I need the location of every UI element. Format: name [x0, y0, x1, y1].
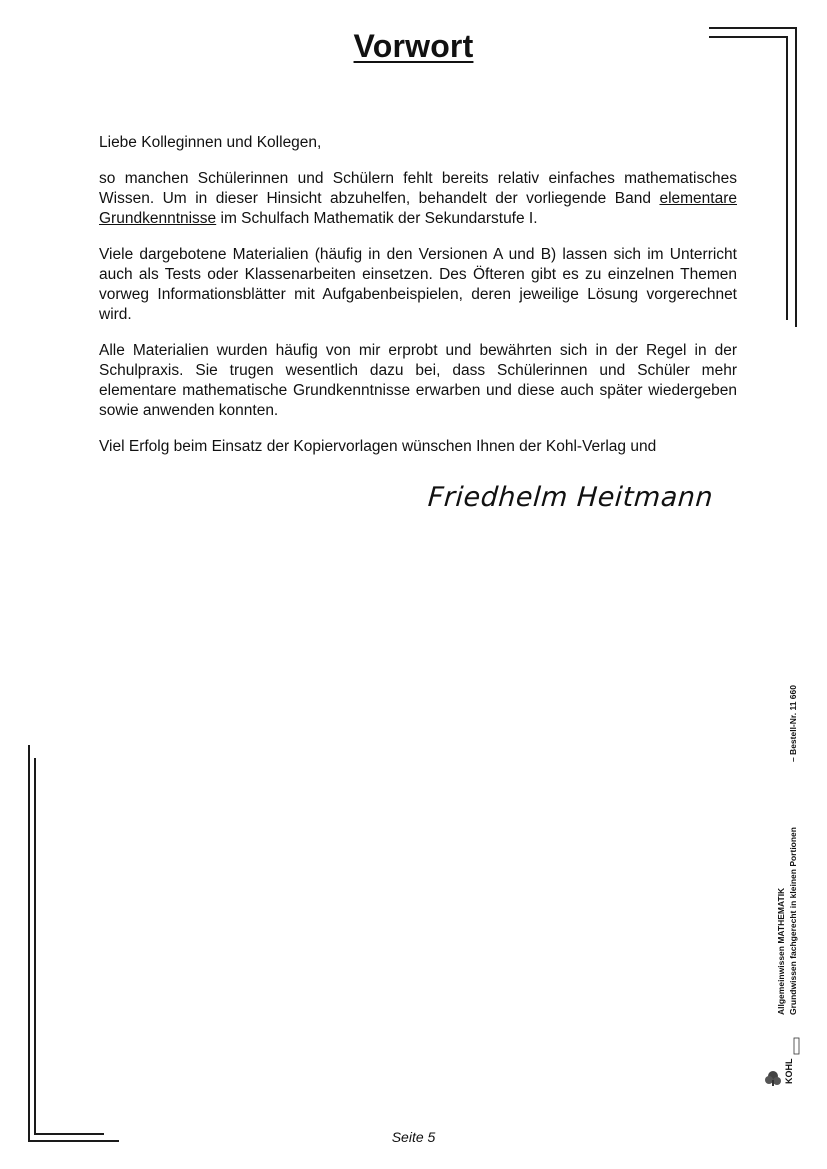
page-number: Seite 5	[391, 1129, 436, 1145]
paragraph-4: Viel Erfolg beim Einsatz der Kopiervorlagen wünschen Ihnen der Kohl-Verlag und	[99, 438, 657, 455]
page-title: Vorwort	[353, 28, 474, 64]
frame-bottom-left-outer-v	[28, 745, 30, 1142]
paragraph-3: Alle Materialien wurden häufig von mir erprobt und bewährten sich in der Regel in der Schulpraxis. Sie trugen wesentlich dazu bei, dass Schülerinnen und Schüler mehr elementare mathematische Grundkenntnisse erwarben und diese auch später wiedergeben sowie anwenden konnten.	[99, 342, 737, 419]
imprint-subtitle: Grundwissen fachgerecht in kleinen Portionen	[788, 827, 798, 1015]
publisher-logo-text: KOHL	[784, 1058, 794, 1084]
side-imprint	[775, 685, 809, 1015]
imprint-row-2	[787, 685, 799, 1015]
imprint-order-number: – Bestell-Nr. 11 660	[788, 685, 798, 763]
author-signature: Friedhelm Heitmann	[426, 482, 715, 513]
greeting: Liebe Kolleginnen und Kollegen,	[99, 134, 322, 151]
paragraph-1-end: im Schulfach Mathematik der Sekundarstufe I.	[216, 210, 538, 227]
paragraph-1-underlined: elementare Grundkenntnisse	[99, 190, 737, 227]
frame-bottom-left-inner-v	[34, 758, 36, 1134]
publisher-logo-icon	[763, 1036, 811, 1088]
paragraph-1	[99, 169, 737, 229]
frame-top-right-outer-v	[795, 27, 797, 327]
imprint-series-title: Allgemeinwissen MATHEMATIK	[776, 887, 786, 1015]
frame-top-right-inner-v	[786, 36, 788, 320]
imprint-row-1	[775, 685, 787, 1015]
foreword-text	[99, 133, 737, 473]
paragraph-1-start: so manchen Schülerinnen und Schülern fehlt bereits relativ einfaches mathematisches Wissen. Um in dieser Hinsicht abzuhelfen, behandelt der vorliegende Band	[99, 170, 737, 207]
paragraph-2: Viele dargebotene Materialien (häufig in den Versionen A und B) lassen sich im Unterricht auch als Tests oder Klassenarbeiten einsetzen. Des Öfteren gibt es zu einzelnen Themen vorweg Informationsblätter mit Aufgabenbeispielen, deren jeweilige Lösung vorgerechnet wird.	[99, 246, 737, 323]
